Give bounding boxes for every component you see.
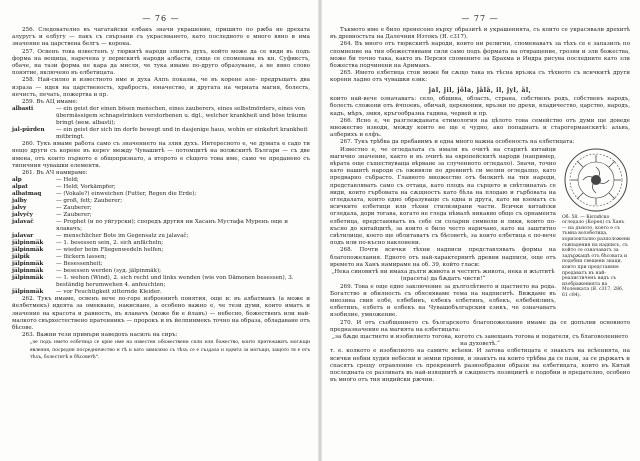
definition-text: — Zauberer; [56,212,92,219]
definition-term: jalavač [12,219,34,226]
definition-term: jälpinmäk [12,289,44,296]
definition-term: albatmaq [12,191,42,198]
paragraph-261: 261. Въ АЧ намираме: [22,170,88,177]
definition-term: jalavar [12,233,34,240]
definition-text: — menschlicher Bote im Gegensatz zu jalavač; [56,233,189,240]
figure-wrap [330,147,630,320]
definition-row [12,275,310,289]
definition-text: — ein geist der einen bösen menschen, eines zauberers, eines selbstmörders, eines von übermässigem schnapstrinken verstorbenen u. dgl., welcher krankheit und böse träume bringt (нем. albastі); [56,106,308,127]
definition-row [12,205,310,212]
definition-text: — 1. besessen sein, 2. sich anfächeln; [56,240,164,247]
definition-term: jälpinmäk [12,247,44,254]
definition-text: — wieder beim Fliegenwedeln helfen; [56,247,164,254]
definition-row [12,240,310,247]
definition-row [12,127,310,141]
definition-term: alpat [12,184,28,191]
paragraph-269: 269. Това е още едно заключение за дълголѣтието и щастието на рода. Богатство и обилность съ обясняваме тема на надписитѣ. Виждаме въ мнозина свия елбе, елбебинъ, елбекъ елбетинъ, елбекъ, елбебейлинъ, елбетинъ, елбетъ и елбекъ на Чувашобългарския езикъ, че означаватъ изобилие, умножение. [330,283,556,319]
paragraph-263-cont: Тъкмото име е било пренесено върху образитѣ и украшенията, съ които се украсявали дрехитѣ въ древностьта на Далечния Изтокъ (Я. с317). [330,27,630,41]
definition-term: jälpinmäk [12,261,44,268]
paragraph-270-cont: т. е. колкото е изобилното на самите всѣени. И затова елбетицата е знакътъ на всѣенията, на всички небни худия небесни и земни прояви, и знакътъ на които трѣбва да се пази, за се държатъ и спасятъ срещу отравление съ прекренитѣ разнообразни образи на елбетицата, които въ Китай последната се разливать въ най-изящнитѣ и сѫщностъ позициитѣ е подобни и предателно, особено въ много отъ тия индийски ржчни. [330,348,630,384]
figure-wrap-text [330,147,556,320]
paragraph-266: 266. Ясно е, че разглежданата етимология на цѣлото това семейство отъ думи ще доведе множество изводи, между които не ще е чудно, ако попаднатъ и старогерманскитѣ: альвъ, алберихъ и елфъ. [330,117,630,139]
definition-row [12,219,310,233]
definition-term: jälpinmäk [12,275,44,282]
quote-268: „Нека синовитѣ ни имаха дълги живота и честитъ живота, нека и жълтитѣ (прасета) да бѫдатъ чисти!“ [331,269,555,283]
paragraph-265-cont: които най-вече означаватъ: село, община, область, страна, собственъ родъ, собственъ народъ, болесть сложени отъ йчпоевъ, обичай, церемонии, връзки по дрехи, владичество, царство, народъ, кадъ, мѣръ, змия, кръгообразна гадина, червей и пр. [330,96,630,117]
definition-row [12,233,310,240]
quote-263: „че подъ името елбетица се крие име на известни обожествени сили или божество, които притежаватъ могѫщи явления, посредни посредничество и тѣ и като зависимо съ тѣхъ се е създала и идеята за могъщи, защото тя е отъ тѣхъ, болеститѣ и бѣсоветѣ“. [30,339,310,360]
definition-list-chuvash [12,177,310,296]
paragraph-268: 268. Почти всички тѣхни надписи представлявать формы на благопожелания. Едното отъ най-характернитѣ древни надписи, още отъ времето на Ханъ намираме на об. 39, който гласи: [330,247,556,268]
definition-list-albasti [12,106,310,141]
definition-row [12,254,310,261]
definition-text: — besessen werden (syд. jälpinmäk); [56,268,162,275]
paragraph-258: 258. Най-силно и известното име и духа Алпъ показва, че въ корене але- предръщатъ два израза — идея на царственость, храбрость, юначество, и другата на черната магия, болесть, нечисть, печать, пожертва и пр. [12,77,310,98]
definition-term: jälpinmäk [12,240,44,247]
definition-text: — Held; [56,177,79,184]
paragraph-264: 264. Въ много отъ тюркскитѣ народи, които ни религии, споменаватъ за тѣхъ се е запазилъ по спомнение на тия обожествявани сили само подъ формата на отвращение, грозни и зли божества, може би точно така, както въ Персия спомените за Браxма и Индра рисува последните като зли божества подчинени на Ариманъ. [330,41,630,70]
paragraph-262: 262. Тукъ имаме, освенъ вече по-горе изброенитѣ понятия, още и: въ албатманъ (а може и йелбетмекъ) идеята за омекване, накисване, а особено важно е, че тези думи, които иматъ и значение на красота и равность, въ ялавачъ (може би е йлавъ) — небесно, божественъ или най-малкото свърхестествено пратенникъ — пророкъ и въ йелпинмекъ точно на образа, обладаване отъ бѣсове. [12,296,310,332]
paragraph-263: 263. Важни тези примъри наведохъ насилъ на сиръ: [22,332,178,339]
left-page [0,0,318,461]
chinese-mirror-illustration [563,147,629,213]
definition-term: albasti [12,106,34,113]
definition-row [12,177,310,184]
definition-text: — Besessenheit; [56,261,103,268]
definition-text: — vor Feuchtigkeit zitternde Kleider. [56,289,161,296]
definition-text: — ein geist der sich im dorfe bewegt und in dasjenige haus, wohin er einkehrt krankheit mitbringt. [56,127,308,141]
definition-text: — groß, fett; Zauberer; [56,198,123,205]
paragraph-259: 259. Въ АЦ имаме: [22,99,78,106]
paragraph-260: 260. Тукъ имаме работа само съ значението на злия духъ. Интересното е, че думата е садо ти нещо други съ корене въ кереѵ между Чувашитѣ — потомцитѣ на волжскитѣ Българи — съ две имена, отъ които първото е общопризнато, а второто е сѣщото това име, само че преданено съ типичния чувашки елементи. [12,141,310,169]
page-number-left: — 76 — [142,14,180,23]
definition-text: — (Vokale?) einweichen (Futter, Regen die Erde); [56,191,197,198]
definition-term: jälpinmäk [12,268,44,275]
definition-term: alp [12,177,22,184]
right-page [322,0,640,461]
definition-term: jal-pürden [12,127,45,134]
definition-term: jälpik [12,254,30,261]
figure-caption: Об. 58. — Китайско огледало (Корея) съ Ханъ — на дъното, което е съ тъмна волобетица, хоризонтално разположени съвпадения на надписъ, съ който се означаватъ за задържащѣ отъ бѣсовата и подобни свещени знаци, които при представяне предаватъ въ най-реалистиченъ видъ съ изображенията на Моленката (Я. с317, 286, 61 с84). [562,214,630,298]
paragraph-267: 267. Тукъ трѣбва да пребавимъ и една много важна особеность на елбетицата: [340,139,575,146]
definition-row [12,191,310,198]
paragraph-267-cont: Известно е, че огледалата съ имали въ очитѣ на старитѣ китайци магично значение, както и въ очитѣ на европейскитѣ народи (например, вѣрата още съществуваща вѣрване за слученното огледало). Значи, точно като нашитѣ народи съ оживяли по древнитѣ си мелни огледалцо, като предварно събрасто. Главното множество отъ билкитѣ на тия народи, представляватъ само съ оттаца, като плодъ на сърцето и свѣтлинатаъ се види, които гърбовата на сѫщностъ като бѣла на плодаю и гърбовата на огледалата, които едно образуваще съ една и друга, като ни взематъ съ всичките елбетици или тѣхни стилизирани части. Всички китайски огледала, дори тогава, когато не гледа нѣмалѣ никакво общо съ орнамента елбетица, представяватъ въ себе си соларни символи и лики, които по-късно до китайцитѣ, за които е било често наричано, като на заштитно свѣтилище, което ще облитаватъ съ бѣсоветѣ, за които елбетица е по-вече подъ или по-късно наклонени. [330,146,556,247]
paragraph-256: 256. Следователно въ чагатайски елбакъ значи украшение, пришито по ржба не дрехата алуругъ и елбугу — пакъ съ свързани съ украсяването, като последното е много вяно и има значение на царствена белгъ — корона. [12,27,310,48]
definition-text: — 1. wehen (Wind), 2. sich recht und links wenden (wie von Dämonen besessen), 3. beständig herumwehen 4. anfeuchten; [56,275,294,289]
definition-text: — Prophet (и по уйгурски); споредъ другия ни Хасанъ Мустафа Муренъ още и ялавачъ; [56,219,288,233]
definition-row [12,247,310,254]
definition-term: jalvy [12,205,27,212]
quote-270: „за бѫде щастието и изобилието тогова, когото съ завещанъ тогова и подателя, съ благоволението на духоветѣ.“ [332,333,628,348]
paragraph-257: 257. Освенъ това известенъ у тюркитѣ народи злиятъ духъ, който може да се види въ подъ форма на вещица, наречена у пермскитѣ народи албасти, сяще се споменава въ кн. Суфикстъ, обаче, на тази форма не кара да мисля, че тука имаме по-друго образуване, а не явно словo понятие, включено въ елбетицата. [12,48,310,77]
definition-row [12,106,310,127]
definition-term: jalby [12,198,27,205]
paragraph-270: 270. И отъ съобщението съ българското благопожелание имаме да се допълни основното предназначение на магията на елбетицата: [330,319,630,333]
word-list-chuvash: jal, jil, jöla, jälä, il, jyl, äl, [428,86,532,94]
definition-row [12,198,310,205]
definition-text: — flickern lassen; [56,254,107,261]
figure-58 [562,147,630,320]
definition-text: — Held; Vorkämpfer; [56,184,116,191]
page-number-right: — 77 — [461,14,499,23]
definition-term: jalvyčy [12,212,33,219]
definition-text: — Zauberer; [56,205,92,212]
paragraph-265: 265. Името елбетица стои може би сѫщо така въ тѣсна връзка съ тѣхното съ всичкитѣ други корени ладно отъ чувашки език: [330,70,630,84]
